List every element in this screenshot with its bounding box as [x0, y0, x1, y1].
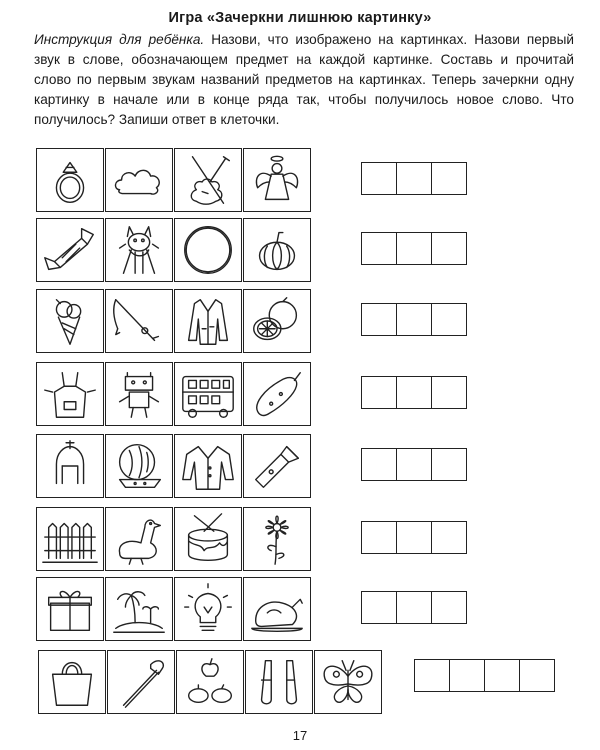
goose-icon — [106, 508, 172, 570]
exercise-row — [0, 650, 600, 714]
picture-cell[interactable] — [36, 507, 104, 571]
axe-icon — [108, 651, 174, 713]
answer-box[interactable] — [396, 376, 432, 409]
lab-coat-icon — [175, 290, 241, 352]
picture-cell[interactable] — [107, 650, 175, 714]
picture-cell[interactable] — [243, 577, 311, 641]
flower-icon — [244, 508, 310, 570]
instruction-lead: Инструкция для ребёнка. — [34, 32, 205, 47]
answer-box[interactable] — [396, 232, 432, 265]
answer-box[interactable] — [361, 232, 397, 265]
picture-cell[interactable] — [176, 650, 244, 714]
angel-icon — [244, 149, 310, 211]
instruction — [34, 30, 574, 130]
answer-box[interactable] — [431, 232, 467, 265]
picture-cell[interactable] — [245, 650, 313, 714]
picture-cell[interactable] — [174, 577, 242, 641]
pumpkin-icon — [244, 219, 310, 281]
answer-box[interactable] — [519, 659, 555, 692]
answer-box[interactable] — [396, 303, 432, 336]
page-number: 17 — [292, 728, 308, 743]
picture-cell[interactable] — [105, 362, 173, 426]
picture-cell[interactable] — [105, 434, 173, 498]
picture-cell[interactable] — [243, 434, 311, 498]
bus-icon — [175, 363, 241, 425]
page-title: Игра «Зачеркни лишнюю картинку» — [168, 10, 432, 26]
cloud-icon — [106, 149, 172, 211]
answer-box[interactable] — [361, 376, 397, 409]
picture-cell[interactable] — [314, 650, 382, 714]
fence-icon — [37, 508, 103, 570]
picture-cell[interactable] — [36, 289, 104, 353]
picture-cell[interactable] — [105, 148, 173, 212]
picture-cell[interactable] — [105, 507, 173, 571]
picture-cell[interactable] — [105, 577, 173, 641]
answer-box[interactable] — [414, 659, 450, 692]
picture-cell[interactable] — [243, 507, 311, 571]
jacket-icon — [175, 435, 241, 497]
picture-cell[interactable] — [36, 577, 104, 641]
picture-cell[interactable] — [174, 289, 242, 353]
helmet-icon — [37, 435, 103, 497]
picture-cell[interactable] — [36, 218, 104, 282]
butterfly-icon — [315, 651, 381, 713]
answer-box[interactable] — [431, 376, 467, 409]
lynx-icon — [106, 219, 172, 281]
picture-cell[interactable] — [174, 362, 242, 426]
answer-box[interactable] — [396, 591, 432, 624]
island-icon — [106, 578, 172, 640]
answer-box[interactable] — [361, 591, 397, 624]
orange-icon — [244, 290, 310, 352]
exercise-row — [0, 289, 600, 353]
picture-cell[interactable] — [243, 362, 311, 426]
exercise-row — [0, 507, 600, 571]
picture-cell[interactable] — [105, 218, 173, 282]
flippers-icon — [246, 651, 312, 713]
answer-box[interactable] — [361, 521, 397, 554]
bag-icon — [39, 651, 105, 713]
picture-cell[interactable] — [174, 507, 242, 571]
robot-icon — [106, 363, 172, 425]
ring-icon — [37, 149, 103, 211]
picture-cell[interactable] — [36, 148, 104, 212]
picture-cell[interactable] — [36, 362, 104, 426]
exercise-row — [0, 434, 600, 498]
exercise-row — [0, 577, 600, 641]
drum-icon — [175, 508, 241, 570]
answer-box[interactable] — [396, 162, 432, 195]
apron-icon — [37, 363, 103, 425]
answer-box[interactable] — [431, 448, 467, 481]
answer-box[interactable] — [449, 659, 485, 692]
picture-cell[interactable] — [174, 148, 242, 212]
picture-cell[interactable] — [243, 218, 311, 282]
answer-box[interactable] — [431, 162, 467, 195]
fishing-rod-icon — [106, 290, 172, 352]
exercise-row — [0, 362, 600, 426]
exercise-row — [0, 148, 600, 212]
picture-cell[interactable] — [105, 289, 173, 353]
exercise-row — [0, 218, 600, 282]
candy-icon — [37, 219, 103, 281]
picture-cell[interactable] — [38, 650, 106, 714]
flashlight-icon — [244, 435, 310, 497]
picture-cell[interactable] — [243, 148, 311, 212]
picture-cell[interactable] — [174, 218, 242, 282]
gift-box-icon — [37, 578, 103, 640]
picture-cell[interactable] — [174, 434, 242, 498]
sausage-icon — [244, 363, 310, 425]
violin-icon — [175, 149, 241, 211]
instruction-text: Назови, что изображено на картинках. Назови первый звук в слове, обозначающем предмет на каждой картинке. Составь и прочитай слово по первым звукам названий предметов на картинках. Теперь зачеркни одну картинку в начале или в конце ряда так, чтобы получилось новое слово. Что получилось? Запиши ответ в клеточки. — [34, 32, 574, 127]
picture-cell[interactable] — [243, 289, 311, 353]
picture-cell[interactable] — [36, 434, 104, 498]
answer-box[interactable] — [361, 448, 397, 481]
hoop-icon — [175, 219, 241, 281]
turkey-icon — [244, 578, 310, 640]
answer-box[interactable] — [431, 521, 467, 554]
ice-cream-icon — [37, 290, 103, 352]
answer-box[interactable] — [361, 303, 397, 336]
light-bulb-icon — [175, 578, 241, 640]
answer-box[interactable] — [361, 162, 397, 195]
answer-box[interactable] — [396, 521, 432, 554]
answer-box[interactable] — [484, 659, 520, 692]
answer-box[interactable] — [431, 591, 467, 624]
watermelon-icon — [106, 435, 172, 497]
vegetables-icon — [177, 651, 243, 713]
answer-box[interactable] — [396, 448, 432, 481]
answer-box[interactable] — [431, 303, 467, 336]
